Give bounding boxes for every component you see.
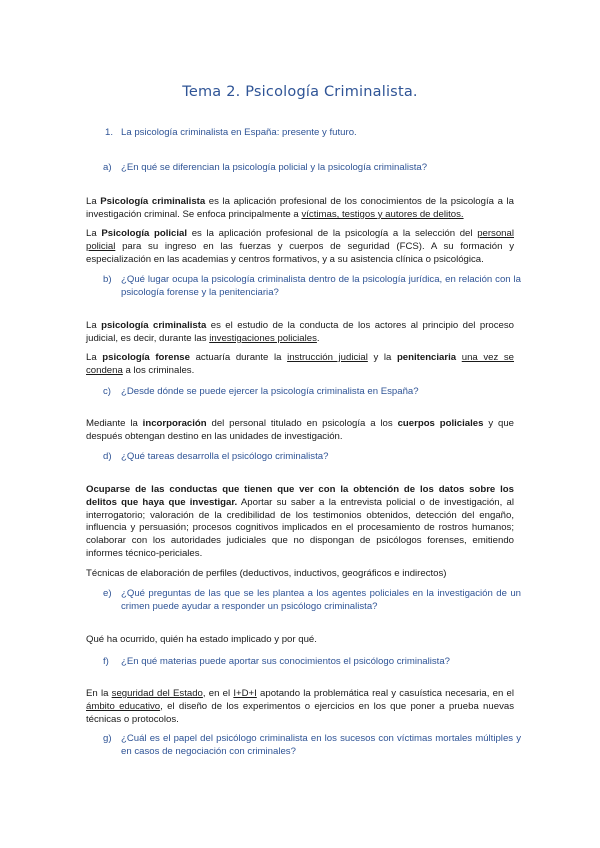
section-heading: La psicología criminalista en España: presente y futuro. <box>121 127 357 138</box>
question-b-label: b) <box>103 274 112 285</box>
question-c: ¿Desde dónde se puede ejercer la psicología criminalista en España? <box>121 386 419 397</box>
section-number: 1. <box>105 127 114 138</box>
question-f: ¿En qué materias puede aportar sus conocimientos el psicólogo criminalista? <box>121 656 451 667</box>
question-e: ¿Qué preguntas de las que se les plantea a los agentes policiales en la investigación de un crimen puede ayudar a responder un psicólogo criminalista? <box>121 588 521 612</box>
question-a: ¿En qué se diferencian la psicología policial y la psicología criminalista? <box>121 162 428 173</box>
paragraph-criminalista-proceso: La psicología criminalista es el estudio de la conducta de los actores al principio del proceso judicial, es decir, durante las investigaciones policiales. <box>86 320 514 344</box>
paragraph-tareas: Ocuparse de las conductas que tienen que ver con la obtención de los datos sobre los delitos que haya que investigar. Aportar su saber a la entrevista policial o de investigación, al interrogatorio; valoración de la credibilidad de los testimonios obtenidos, detección del engaño, influencia y persuasión; procesos cognitivos implicados en el procesamiento de rostros humanos; colaborar con los autoridades judiciales que no dispongan de psicólogos forenses, emitiendo informes técnico-periciales. <box>86 484 514 559</box>
document-title: Tema 2. Psicología Criminalista. <box>182 84 418 100</box>
question-c-label: c) <box>103 386 111 397</box>
paragraph-criminalista-def: La Psicología criminalista es la aplicación profesional de los conocimientos de la psicología a la investigación criminal. Se enfoca principalmente a víctimas, testigos y autores de delitos. <box>86 196 514 220</box>
paragraph-materias: En la seguridad del Estado, en el I+D+I apotando la problemática real y casuística necesaria, en el ámbito educativo, el diseño de los experimentos o ejercicios en los que poner a prueba nuevas técnicas o protocolos. <box>86 688 515 725</box>
paragraph-incorporacion: Mediante la incorporación del personal titulado en psicología a los cuerpos policiales y que después obtengan destino en las unidades de investigación. <box>86 418 515 442</box>
paragraph-forense: La psicología forense actuaría durante la instrucción judicial y la penitenciaria una vez se condena a los criminales. <box>86 352 515 376</box>
paragraph-que-ha-ocurrido: Qué ha ocurrido, quién ha estado implicado y por qué. <box>86 634 317 645</box>
paragraph-policial-def: La Psicología policial es la aplicación profesional de la psicología a la selección del personal policial para su ingreso en las fuerzas y cuerpos de seguridad (FCS). A su formación y especialización en las academias y centros formativos, y a su asistencia clínica o psicológica. <box>86 228 514 265</box>
question-g-label: g) <box>103 733 112 744</box>
question-e-label: e) <box>103 588 112 599</box>
paragraph-perfiles: Técnicas de elaboración de perfiles (deductivos, inductivos, geográficos e indirectos) <box>86 568 447 579</box>
question-g: ¿Cuál es el papel del psicólogo criminalista en los sucesos con víctimas mortales múltiples y en casos de negociación con criminales? <box>121 733 521 757</box>
question-f-label: f) <box>103 656 109 667</box>
question-b: ¿Qué lugar ocupa la psicología criminalista dentro de la psicología jurídica, en relación con la psicología forense y la penitenciaria? <box>121 274 521 298</box>
question-a-label: a) <box>103 162 112 173</box>
question-d-label: d) <box>103 451 112 462</box>
question-d: ¿Qué tareas desarrolla el psicólogo criminalista? <box>121 451 329 462</box>
